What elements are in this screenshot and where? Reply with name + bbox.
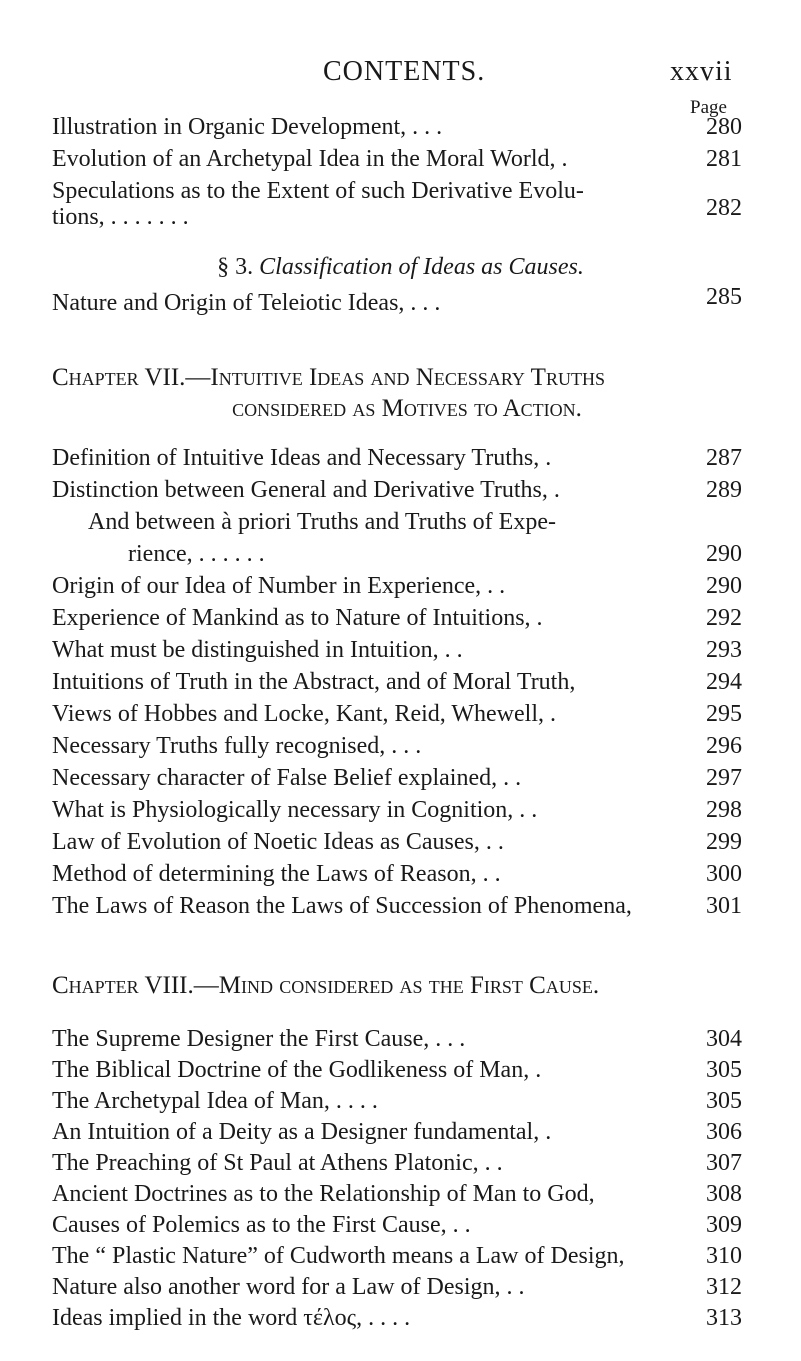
toc-entry-title: Nature and Origin of Teleiotic Ideas, . . . [52, 290, 441, 316]
toc-entry-page: 287 [706, 445, 742, 471]
toc-entry-page: 308 [706, 1181, 742, 1207]
section-mark: § 3. [217, 254, 254, 280]
toc-entry-title: Causes of Polemics as to the First Cause, . . [52, 1212, 471, 1238]
toc-entry-page: 297 [706, 765, 742, 791]
toc-entry-title: tions, . . . . . . . [52, 204, 189, 230]
toc-entry-page: 280 [706, 114, 742, 140]
toc-entry-title: Ancient Doctrines as to the Relationship of Man to God, [52, 1181, 595, 1207]
page-column-label: Page [690, 97, 727, 118]
toc-entry-page: 307 [706, 1150, 742, 1176]
toc-entry-title: Method of determining the Laws of Reason, . . [52, 861, 501, 887]
toc-entry-title: Necessary character of False Belief explained, . . [52, 765, 522, 791]
toc-entry-page: 292 [706, 605, 742, 631]
toc-entry-title: Evolution of an Archetypal Idea in the Moral World, . [52, 146, 568, 172]
page-folio: xxvii [670, 56, 733, 87]
toc-entry-title: An Intuition of a Deity as a Designer fundamental, . [52, 1119, 552, 1145]
toc-entry-page: 282 [706, 195, 742, 221]
toc-entry-page: 293 [706, 637, 742, 663]
toc-entry-title: The Archetypal Idea of Man, . . . . [52, 1088, 378, 1114]
toc-entry-title: rience, . . . . . . [128, 541, 265, 567]
toc-entry-page: 295 [706, 701, 742, 727]
toc-entry-page: 304 [706, 1026, 742, 1052]
section-title: Classification of Ideas as Causes. [259, 254, 584, 280]
toc-entry-page: 296 [706, 733, 742, 759]
toc-entry-title: Law of Evolution of Noetic Ideas as Causes, . . [52, 829, 504, 855]
toc-entry-title: Speculations as to the Extent of such Derivative Evolu- [52, 178, 584, 204]
toc-entry-page: 305 [706, 1088, 742, 1114]
toc-entry-page: 312 [706, 1274, 742, 1300]
chapter-heading-line2: considered as Motives to Action. [232, 395, 582, 422]
toc-entry-page: 281 [706, 146, 742, 172]
chapter-heading [52, 970, 762, 1001]
toc-entry-title: Origin of our Idea of Number in Experience, . . [52, 573, 506, 599]
toc-entry-title: And between à priori Truths and Truths of Expe- [88, 509, 556, 535]
toc-entry-page: 306 [706, 1119, 742, 1145]
toc-entry-title: Necessary Truths fully recognised, . . . [52, 733, 422, 759]
running-title: CONTENTS. [323, 56, 486, 87]
toc-entry-title: Intuitions of Truth in the Abstract, and of Moral Truth, [52, 669, 576, 695]
toc-entry-title: Distinction between General and Derivative Truths, . [52, 477, 560, 503]
toc-entry-page: 294 [706, 669, 742, 695]
toc-entry-title: Ideas implied in the word τέλος, . . . . [52, 1305, 411, 1331]
toc-entry-page: 300 [706, 861, 742, 887]
toc-entry-page: 310 [706, 1243, 742, 1269]
toc-entry-page: 299 [706, 829, 742, 855]
toc-entry-page: 313 [706, 1305, 742, 1331]
toc-entry-page: 305 [706, 1057, 742, 1083]
toc-entry-page: 289 [706, 477, 742, 503]
toc-entry-page: 290 [706, 573, 742, 599]
toc-entry-title: The Biblical Doctrine of the Godlikeness of Man, . [52, 1057, 542, 1083]
running-head [0, 56, 801, 90]
chapter-heading-line1: Chapter VIII.—Mind considered as the First Cause. [52, 972, 600, 999]
toc-entry-page: 301 [706, 893, 742, 919]
toc-entry-title: The Supreme Designer the First Cause, . . . [52, 1026, 466, 1052]
toc-entry-title: The Laws of Reason the Laws of Succession of Phenomena, [52, 893, 632, 919]
toc-entry-title: What must be distinguished in Intuition, . . [52, 637, 463, 663]
toc-entry-page: 290 [706, 541, 742, 567]
toc-entry-title: Nature also another word for a Law of Design, . . [52, 1274, 525, 1300]
toc-entry-page: 309 [706, 1212, 742, 1238]
chapter-heading-line1: Chapter VII.—Intuitive Ideas and Necessary Truths [52, 364, 605, 391]
toc-entry-page: 298 [706, 797, 742, 823]
toc-entry-title: What is Physiologically necessary in Cognition, . . [52, 797, 538, 823]
chapter-heading [52, 362, 762, 424]
toc-entry-title: Definition of Intuitive Ideas and Necessary Truths, . [52, 445, 552, 471]
toc-entry-title: Experience of Mankind as to Nature of Intuitions, . [52, 605, 543, 631]
section-heading [0, 254, 801, 281]
toc-entry-title: Views of Hobbes and Locke, Kant, Reid, Whewell, . [52, 701, 556, 727]
toc-entry-title: The “ Plastic Nature” of Cudworth means a Law of Design, [52, 1243, 625, 1269]
toc-entry-title: The Preaching of St Paul at Athens Platonic, . . [52, 1150, 503, 1176]
toc-entry-page: 285 [706, 284, 742, 310]
toc-entry-title: Illustration in Organic Development, . . . [52, 114, 443, 140]
